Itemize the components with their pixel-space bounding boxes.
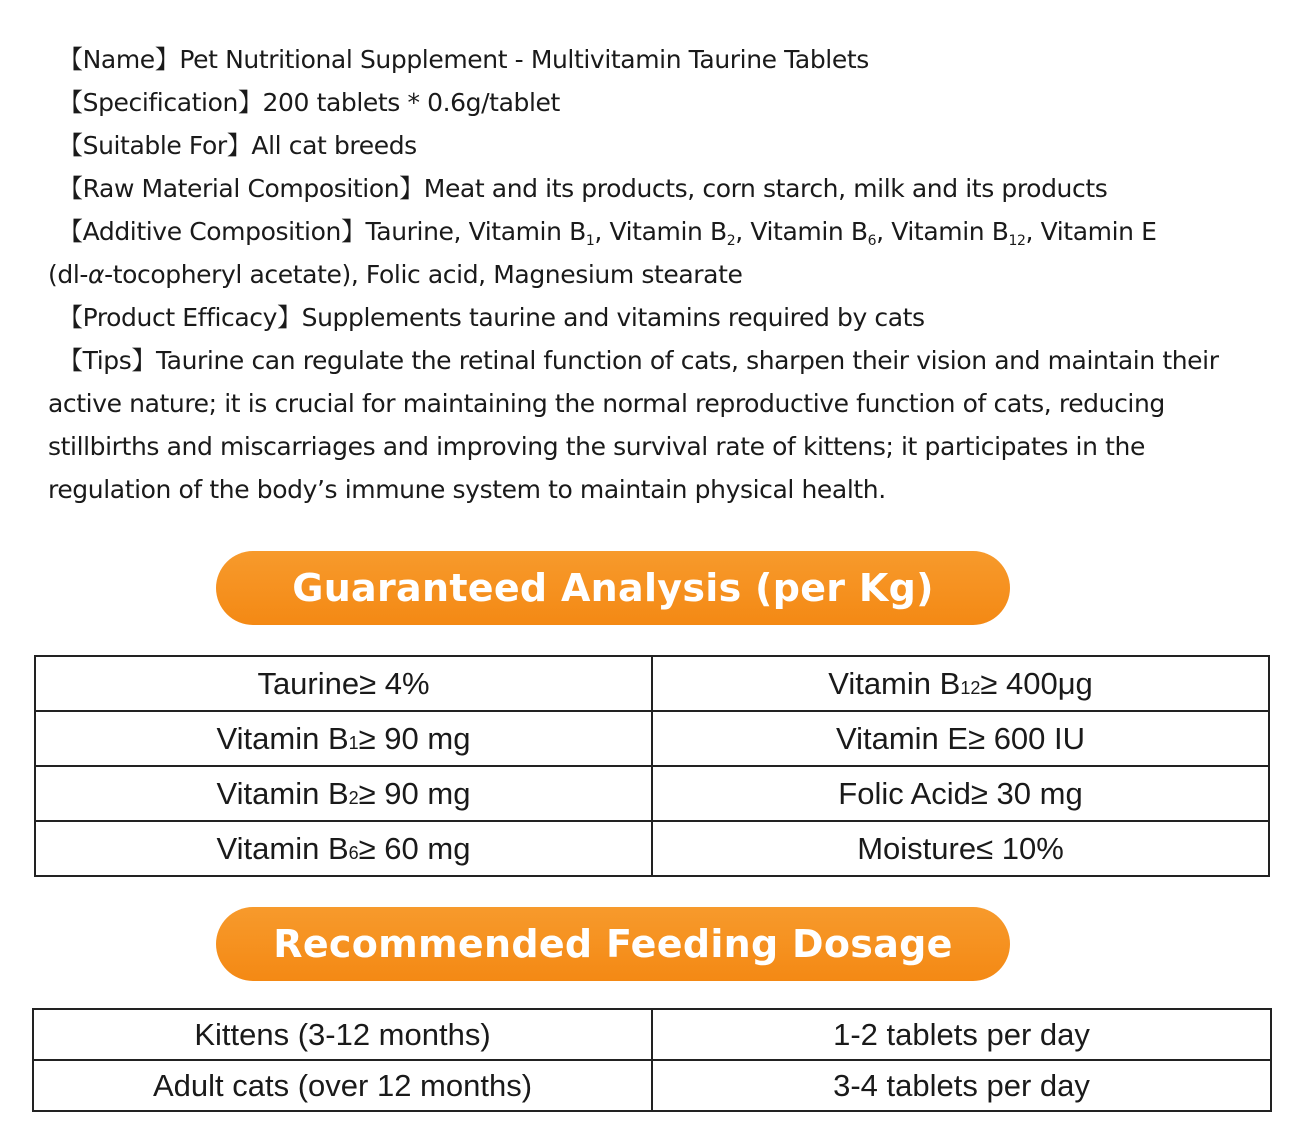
table-row <box>33 1060 1271 1111</box>
info-additive <box>48 210 1268 253</box>
info-suitable-for <box>48 124 1268 167</box>
product-info <box>48 38 1268 511</box>
name-label: 【Name】 <box>58 45 180 74</box>
additive-text: , Vitamin B <box>594 217 727 246</box>
analysis-cell: Moisture≤ 10% <box>652 821 1269 876</box>
additive-sub: 1 <box>585 233 595 249</box>
raw-material-label: 【Raw Material Composition】 <box>58 174 424 203</box>
specification-label: 【Specification】 <box>58 88 263 117</box>
dosage-group-cell: Kittens (3-12 months) <box>33 1009 652 1060</box>
info-raw-material <box>48 167 1268 210</box>
additive-text: , Vitamin B <box>735 217 868 246</box>
additive-text: , Vitamin B <box>876 217 1009 246</box>
table-row <box>35 656 1269 711</box>
additive-sub: 2 <box>726 233 736 249</box>
alpha-symbol: α <box>88 260 105 289</box>
additive-label: 【Additive Composition】 <box>58 217 366 246</box>
info-specification <box>48 81 1268 124</box>
suitable-for-label: 【Suitable For】 <box>58 131 252 160</box>
table-row <box>35 711 1269 766</box>
info-tips <box>48 339 1268 511</box>
additive-text: Taurine, Vitamin B <box>365 217 586 246</box>
analysis-cell: Taurine≥ 4% <box>35 656 652 711</box>
tips-label: 【Tips】 <box>58 346 156 375</box>
efficacy-label: 【Product Efficacy】 <box>58 303 302 332</box>
dosage-amount-cell: 3-4 tablets per day <box>652 1060 1271 1111</box>
info-name <box>48 38 1268 81</box>
analysis-cell: Folic Acid≥ 30 mg <box>652 766 1269 821</box>
table-row <box>33 1009 1271 1060</box>
info-additive-cont <box>48 253 1268 296</box>
additive-sub: 6 <box>867 233 877 249</box>
analysis-cell: Vitamin B2≥ 90 mg <box>35 766 652 821</box>
additive-text: (dl- <box>48 260 88 289</box>
table-row <box>35 821 1269 876</box>
info-efficacy <box>48 296 1268 339</box>
raw-material-value: Meat and its products, corn starch, milk and its products <box>423 174 1108 203</box>
efficacy-value: Supplements taurine and vitamins required by cats <box>301 303 925 332</box>
dosage-group-cell: Adult cats (over 12 months) <box>33 1060 652 1111</box>
analysis-cell: Vitamin B1≥ 90 mg <box>35 711 652 766</box>
dosage-banner: Recommended Feeding Dosage <box>216 907 1010 981</box>
dosage-amount-cell: 1-2 tablets per day <box>652 1009 1271 1060</box>
name-value: Pet Nutritional Supplement - Multivitamin Taurine Tablets <box>179 45 869 74</box>
dosage-table <box>32 1008 1272 1112</box>
analysis-table <box>34 655 1270 877</box>
additive-text: , Vitamin E <box>1025 217 1157 246</box>
suitable-for-value: All cat breeds <box>251 131 417 160</box>
analysis-cell: Vitamin B12≥ 400μg <box>652 656 1269 711</box>
analysis-banner: Guaranteed Analysis (per Kg) <box>216 551 1010 625</box>
additive-sub: 12 <box>1008 233 1026 249</box>
table-row <box>35 766 1269 821</box>
tips-value: Taurine can regulate the retinal function of cats, sharpen their vision and maintain their active nature; it is crucial for maintaining the normal reproductive function of cats, reducing stillbirths and miscarriages and improving the survival rate of kittens; it participates in the regulation of the body’s immune system to maintain physical health. <box>48 346 1219 504</box>
analysis-cell: Vitamin B6≥ 60 mg <box>35 821 652 876</box>
specification-value: 200 tablets * 0.6g/tablet <box>262 88 560 117</box>
additive-text: -tocopheryl acetate), Folic acid, Magnesium stearate <box>104 260 743 289</box>
analysis-cell: Vitamin E≥ 600 IU <box>652 711 1269 766</box>
